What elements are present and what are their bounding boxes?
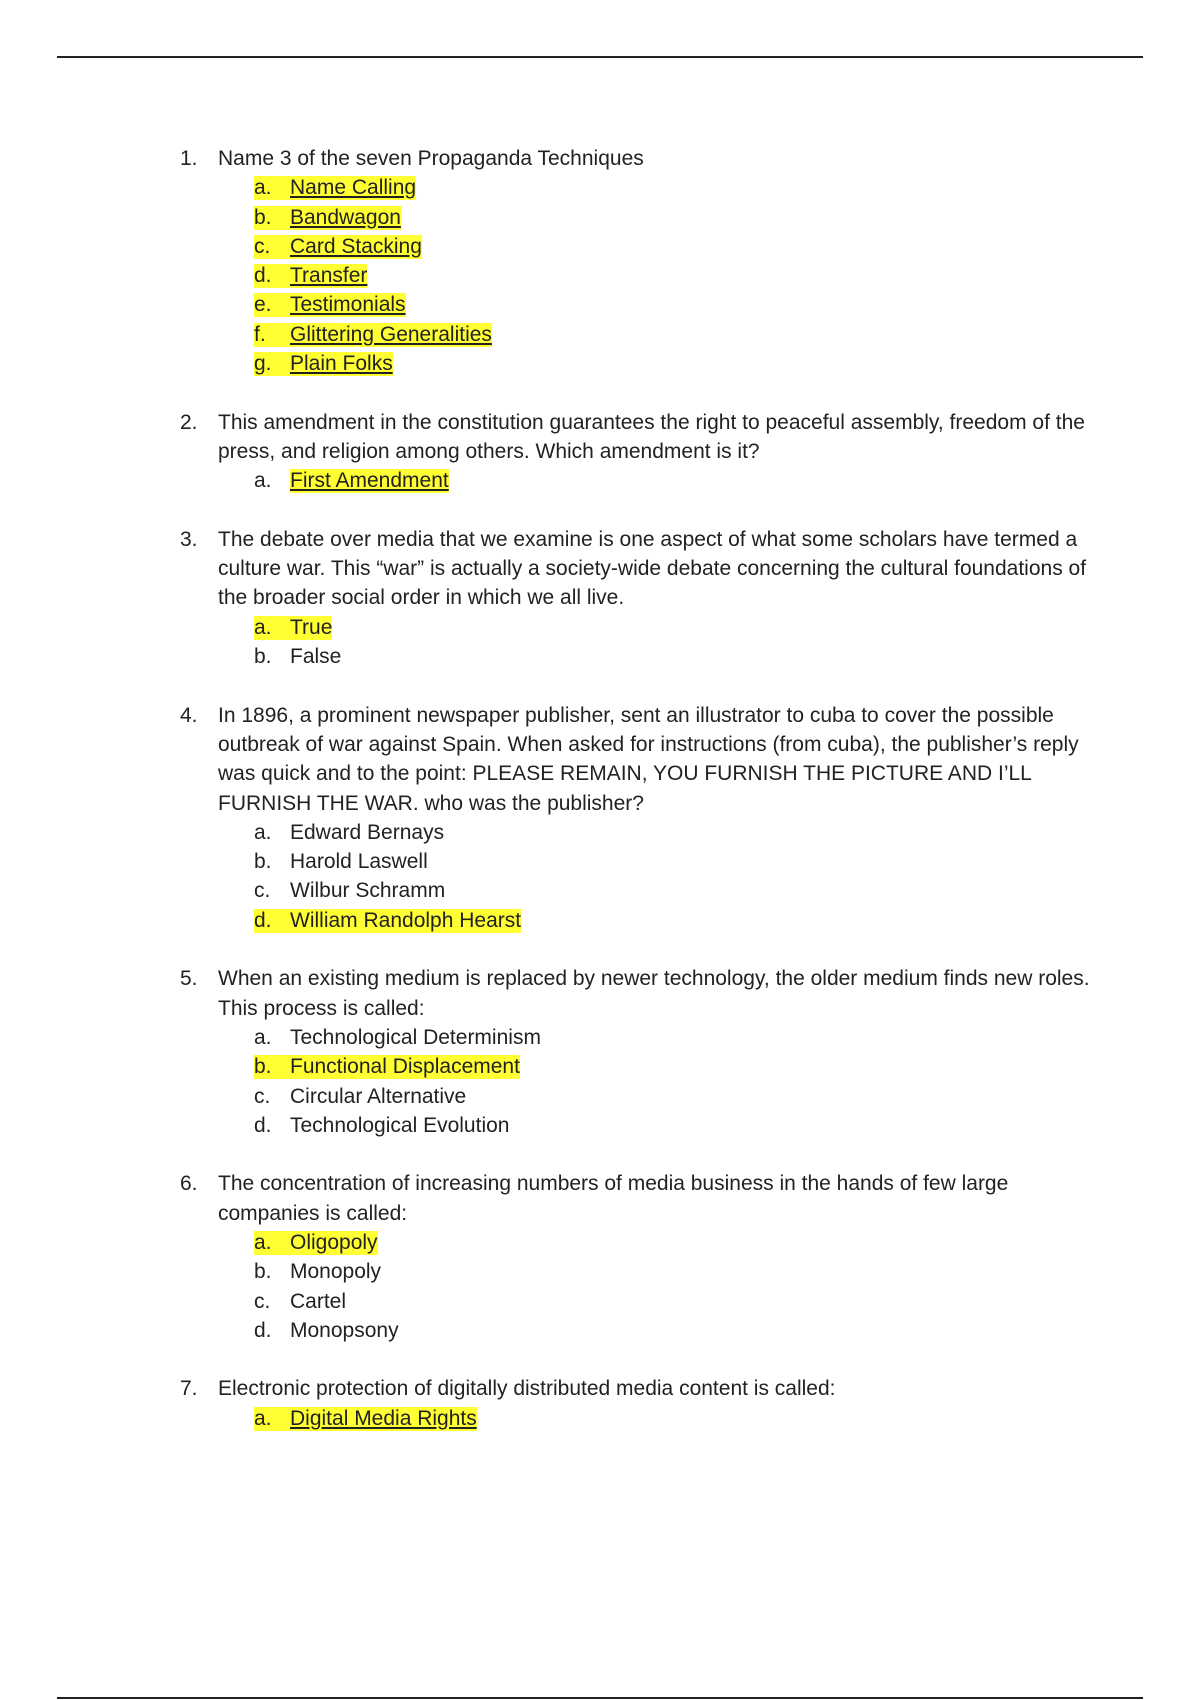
correct-answer-option <box>254 232 1090 261</box>
question-6 <box>180 1169 1090 1345</box>
question-number: 5. <box>180 967 198 991</box>
option-letter: b. <box>254 1055 272 1079</box>
option-letter: b. <box>254 205 272 229</box>
question-1 <box>180 144 1090 378</box>
option-body <box>254 821 444 845</box>
answer-options <box>218 1404 1090 1433</box>
option-text: Name Calling <box>290 176 417 200</box>
option-letter: c. <box>254 1084 271 1108</box>
answer-highlight <box>254 1407 477 1431</box>
answer-options <box>218 613 1090 672</box>
answer-highlight <box>254 616 332 640</box>
answer-highlight <box>254 323 492 347</box>
option-text: Testimonials <box>290 293 406 317</box>
option-text: Circular Alternative <box>290 1084 467 1108</box>
option-text: Functional Displacement <box>290 1055 520 1079</box>
question-text: This amendment in the constitution guarantees the right to peaceful assembly, freedom of the press, and religion among others. Which amendment is it? <box>218 410 1085 463</box>
option-body <box>254 1260 381 1284</box>
option-letter: a. <box>254 820 272 844</box>
option-text: Card Stacking <box>290 234 422 258</box>
answer-highlight <box>254 909 521 933</box>
answer-highlight <box>254 1055 520 1079</box>
option-body <box>254 645 341 669</box>
option-text: True <box>290 615 333 639</box>
question-text: Name 3 of the seven Propaganda Techniques <box>218 147 644 170</box>
question-text: The debate over media that we examine is one aspect of what some scholars have termed a culture war. This “war” is actually a society-wide debate concerning the cultural foundations of the broader social order in which we all live. <box>218 527 1087 610</box>
question-7 <box>180 1374 1090 1433</box>
option-letter: g. <box>254 352 272 376</box>
answer-highlight <box>290 469 449 493</box>
question-number: 1. <box>180 147 198 170</box>
option-letter: d. <box>254 264 272 288</box>
answer-highlight <box>254 206 401 230</box>
answer-options <box>218 466 1090 495</box>
answer-highlight <box>254 1231 378 1255</box>
answer-option <box>254 1257 1090 1286</box>
option-body <box>254 1026 541 1050</box>
option-letter: a. <box>254 1406 272 1430</box>
correct-answer-option <box>254 1228 1090 1257</box>
option-letter: e. <box>254 293 272 317</box>
answer-highlight <box>254 293 406 317</box>
question-number: 3. <box>180 527 198 551</box>
question-2 <box>180 408 1090 496</box>
option-text: Bandwagon <box>290 205 401 229</box>
correct-answer-option <box>254 906 1090 935</box>
option-text: Harold Laswell <box>290 850 428 874</box>
option-text: First Amendment <box>290 469 449 493</box>
answer-highlight <box>254 352 393 376</box>
correct-answer-option <box>254 261 1090 290</box>
option-text: Wilbur Schramm <box>290 879 446 903</box>
answer-option <box>254 1082 1090 1111</box>
correct-answer-option <box>254 1404 1090 1433</box>
option-body <box>254 850 428 874</box>
option-text: Monopoly <box>290 1260 382 1284</box>
quiz-content <box>180 144 1090 1462</box>
option-letter: a. <box>254 176 272 200</box>
option-letter: c. <box>254 879 271 903</box>
option-text: Technological Determinism <box>290 1025 541 1049</box>
header-rule <box>57 56 1143 58</box>
question-number: 6. <box>180 1172 198 1196</box>
question-3 <box>180 525 1090 671</box>
answer-options <box>218 1023 1090 1140</box>
answer-options <box>218 1228 1090 1345</box>
question-number: 4. <box>180 703 198 727</box>
correct-answer-option <box>254 466 1090 495</box>
question-number: 7. <box>180 1377 198 1401</box>
answer-option <box>254 1023 1090 1052</box>
question-text: In 1896, a prominent newspaper publisher, sent an illustrator to cuba to cover the possible outbreak of war against Spain. When asked for instructions (from cuba), the publisher’s reply was quick and to the point: PLEASE REMAIN, YOU FURNISH THE PICTURE AND I’LL FURNISH THE WAR. who was the publisher? <box>218 703 1079 815</box>
correct-answer-option <box>254 290 1090 319</box>
correct-answer-option <box>254 173 1090 202</box>
correct-answer-option <box>254 320 1090 349</box>
option-text: Cartel <box>290 1289 347 1313</box>
option-text: William Randolph Hearst <box>290 908 522 932</box>
option-letter: d. <box>254 1318 272 1342</box>
option-body <box>254 1114 509 1138</box>
option-letter: a. <box>254 1025 272 1049</box>
answer-highlight <box>254 264 367 288</box>
question-text: When an existing medium is replaced by newer technology, the older medium finds new roles. This process is called: <box>218 967 1090 1020</box>
option-letter: a. <box>254 615 272 639</box>
footer-rule <box>57 1697 1143 1699</box>
option-body <box>254 1085 466 1109</box>
option-text: Transfer <box>290 264 368 288</box>
option-letter: b. <box>254 645 272 669</box>
answer-option <box>254 847 1090 876</box>
answer-highlight <box>254 176 416 200</box>
option-letter: a. <box>254 1230 272 1254</box>
question-text: The concentration of increasing numbers of media business in the hands of few large companies is called: <box>218 1172 1009 1225</box>
question-text: Electronic protection of digitally distributed media content is called: <box>218 1377 836 1401</box>
question-5 <box>180 964 1090 1140</box>
answer-options <box>218 173 1090 378</box>
correct-answer-option <box>254 613 1090 642</box>
correct-answer-option <box>254 203 1090 232</box>
option-letter: b. <box>254 1260 272 1284</box>
option-letter: b. <box>254 850 272 874</box>
answer-option <box>254 1287 1090 1316</box>
option-letter: d. <box>254 908 272 932</box>
question-number: 2. <box>180 410 198 434</box>
option-text: Oligopoly <box>290 1230 378 1254</box>
answer-option <box>254 642 1090 671</box>
option-text: Glittering Generalities <box>290 322 492 346</box>
correct-answer-option <box>254 1052 1090 1081</box>
question-4 <box>180 701 1090 935</box>
option-text: False <box>290 645 342 669</box>
option-letter: c. <box>254 234 271 258</box>
answer-highlight <box>254 235 422 259</box>
option-text: Plain Folks <box>290 352 393 376</box>
answer-option <box>254 876 1090 905</box>
option-letter: a. <box>254 469 272 493</box>
option-body <box>254 1319 399 1343</box>
option-letter: f. <box>254 322 266 346</box>
option-text: Digital Media Rights <box>290 1406 477 1430</box>
correct-answer-option <box>254 349 1090 378</box>
option-text: Technological Evolution <box>290 1113 510 1137</box>
option-text: Monopsony <box>290 1318 399 1342</box>
option-body <box>254 879 445 903</box>
answer-options <box>218 818 1090 935</box>
option-body <box>254 1290 346 1314</box>
option-text: Edward Bernays <box>290 820 445 844</box>
answer-option <box>254 1111 1090 1140</box>
option-letter: d. <box>254 1113 272 1137</box>
option-letter: c. <box>254 1289 271 1313</box>
answer-option <box>254 818 1090 847</box>
answer-option <box>254 1316 1090 1345</box>
